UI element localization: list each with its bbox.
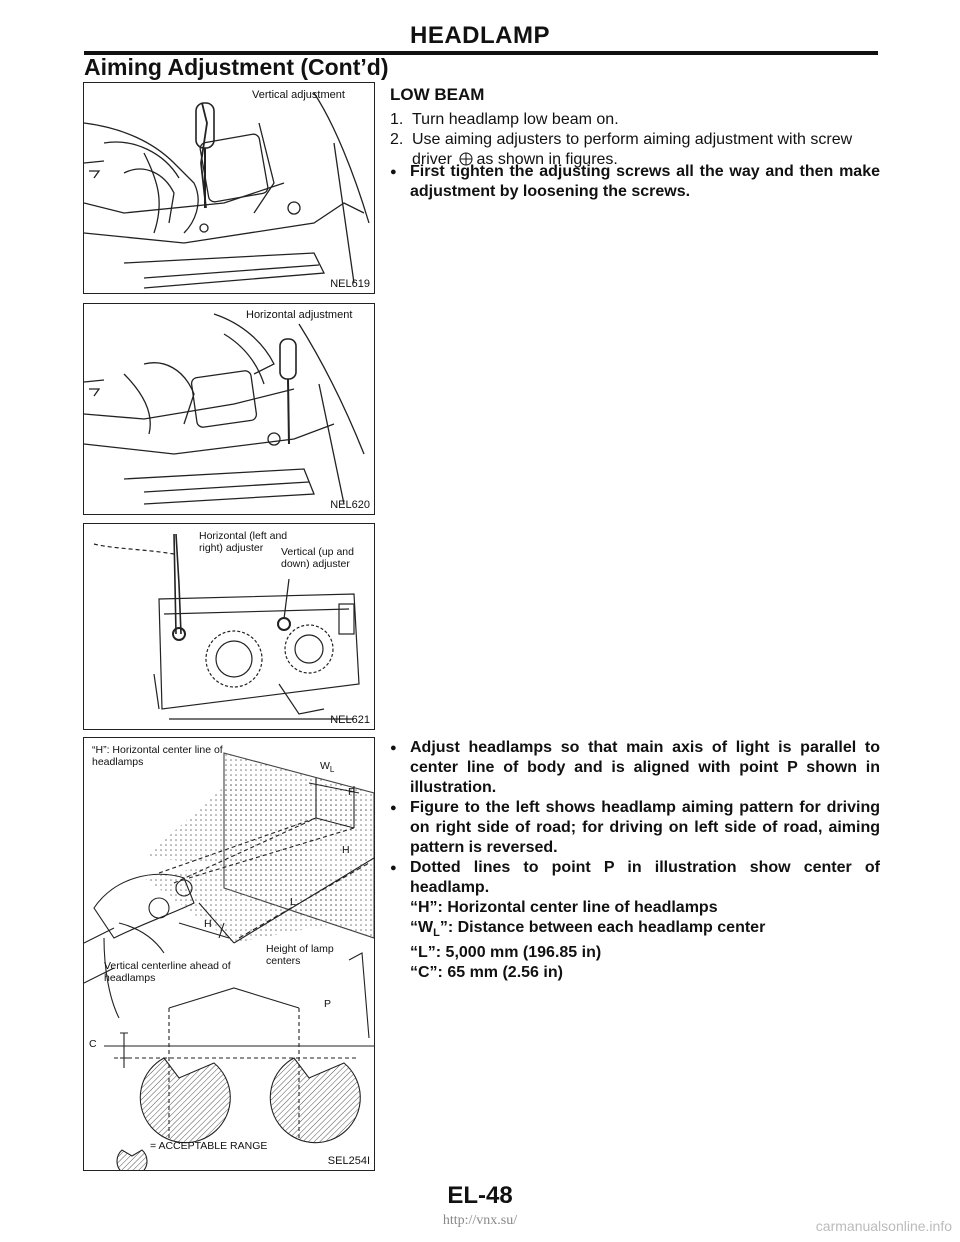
bullet-icon: ● (390, 742, 397, 754)
figure-code: NEL619 (330, 278, 370, 290)
h-label-left: H (204, 918, 212, 930)
figure-adjuster-locations (83, 523, 375, 730)
note-bullet-2: ● Figure to the left shows headlamp aiming pattern for driving on right side of road; for driving on left side of road, aiming pattern is reversed. (390, 799, 880, 856)
note-bullet-3: ● Dotted lines to point P in illustration show center of headlamp. (390, 859, 880, 896)
bullet-icon: ● (390, 862, 397, 874)
aiming-notes (390, 738, 880, 983)
step-1: 1. Turn headlamp low beam on. (390, 111, 619, 128)
p-label-bottom: P (324, 998, 332, 1010)
figure-code: SEL254I (327, 1155, 370, 1167)
def-l: “L”: 5,000 mm (196.85 in) (410, 944, 602, 962)
low-beam-heading: LOW BEAM (390, 85, 485, 104)
figure-label: Vertical adjustment (252, 89, 345, 101)
watermark: carmanualsonline.info (815, 1218, 952, 1234)
h-label-right: H (342, 844, 350, 856)
bullet-icon: ● (390, 166, 397, 178)
horizontal-adjuster-label: Horizontal (left and right) adjuster (199, 530, 288, 554)
figure-label: Horizontal adjustment (246, 309, 353, 321)
section-title: Aiming Adjustment (Cont’d) (84, 54, 389, 80)
step-2: 2. Use aiming adjusters to perform aiming adjustment with screw driver as shown in figures. (390, 131, 853, 168)
height-lamp-centers-label: Height of lamp centers (266, 943, 334, 967)
low-beam-steps (390, 110, 880, 170)
acceptable-range-label: = ACCEPTABLE RANGE (150, 1140, 268, 1152)
vertical-centerline-label: Vertical centerline ahead of headlamps (104, 960, 231, 984)
def-wl: “$W_L$”: Distance between each headlamp center (410, 919, 766, 940)
vertical-adjustment-illustration (84, 83, 374, 293)
low-beam-bullet: ● First tighten the adjusting screws all the way and then make adjustment by loosening the screws. (390, 163, 880, 200)
figure-code: NEL621 (330, 714, 370, 726)
p-label-top: P (348, 786, 356, 798)
figure-code: NEL620 (330, 499, 370, 511)
note-bullet-1: ● Adjust headlamps so that main axis of light is parallel to center line of body and is aligned with point P shown in illustration. (390, 739, 880, 796)
l-label: L (290, 896, 296, 908)
figure-horizontal-adjustment (83, 303, 375, 515)
footer-link[interactable]: http://vnx.su/ (442, 1213, 518, 1228)
figure-aiming-pattern (83, 737, 375, 1171)
page-header-title: HEADLAMP (410, 22, 550, 49)
page-number: EL-48 (447, 1182, 513, 1209)
h-definition-label: “H”: Horizontal center line of headlamps (92, 744, 223, 768)
horizontal-adjustment-illustration (84, 304, 374, 514)
def-c: “C”: 65 mm (2.56 in) (410, 964, 563, 982)
bullet-icon: ● (390, 802, 397, 814)
figure-vertical-adjustment (83, 82, 375, 294)
vertical-adjuster-label: Vertical (up and down) adjuster (281, 546, 354, 570)
definitions (390, 898, 880, 983)
c-label: C (89, 1038, 97, 1050)
def-h: “H”: Horizontal center line of headlamps (410, 899, 718, 916)
wl-label: $W_L$ (320, 760, 335, 775)
